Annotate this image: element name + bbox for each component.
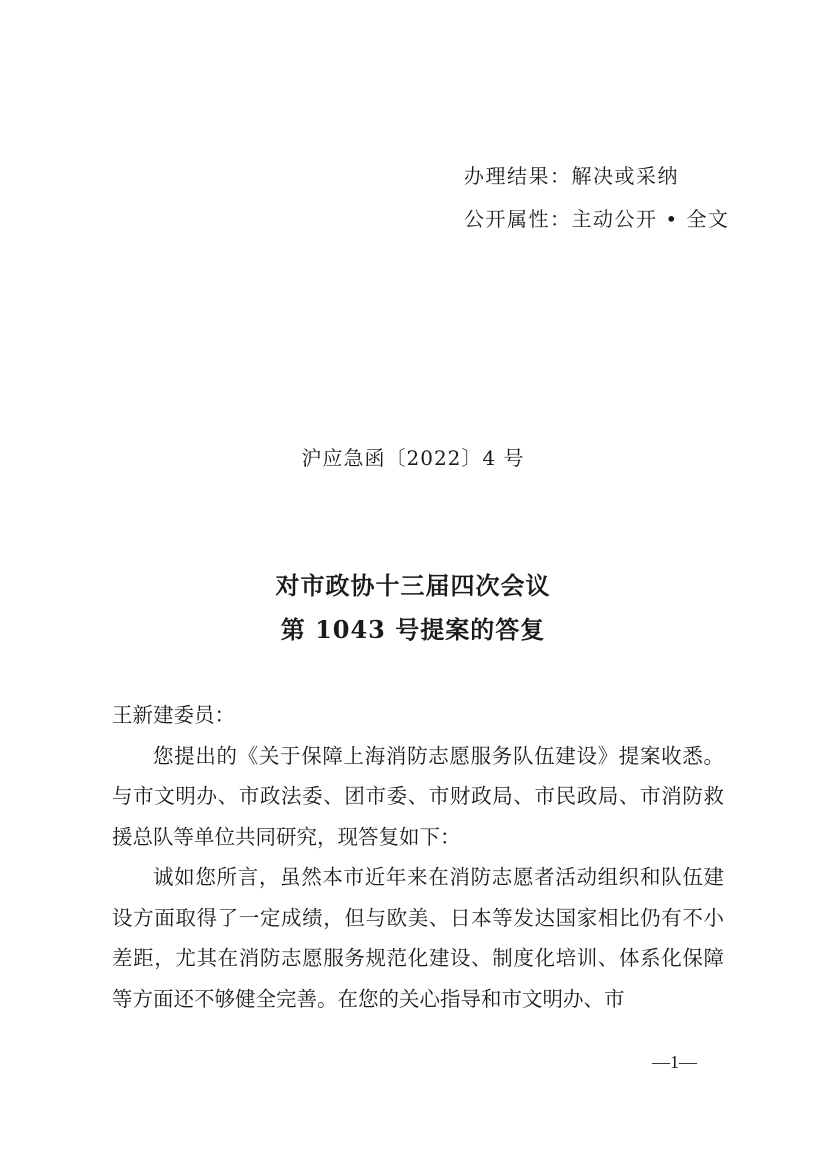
document-number: 沪应急函〔2022〕4 号 bbox=[301, 446, 525, 470]
salutation: 王新建委员： bbox=[112, 703, 235, 727]
page-number: —1— bbox=[652, 1052, 697, 1072]
document-title-line-1: 对市政协十三届四次会议 bbox=[275, 571, 551, 600]
document-title-line-2: 第 1043 号提案的答复 bbox=[280, 615, 546, 644]
paragraph-2: 诚如您所言，虽然本市近年来在消防志愿者活动组织和队伍建设方面取得了一定成绩，但与欧美、日本等发达国家相比仍有不小差距，尤其在消防志愿服务规范化建设、制度化培训、体系化保障等方面还不够健全完善。在您的关心指导和市文明办、市 bbox=[112, 865, 724, 1011]
paragraph-1: 您提出的《关于保障上海消防志愿服务队伍建设》提案收悉。与市文明办、市政法委、团市委、市财政局、市民政局、市消防救援总队等单位共同研究，现答复如下： bbox=[112, 743, 724, 849]
handling-result: 办理结果：解决或采纳 bbox=[464, 164, 679, 188]
disclosure-attribute: 公开属性：主动公开 • 全文 bbox=[464, 207, 730, 231]
body-text bbox=[112, 695, 724, 1019]
